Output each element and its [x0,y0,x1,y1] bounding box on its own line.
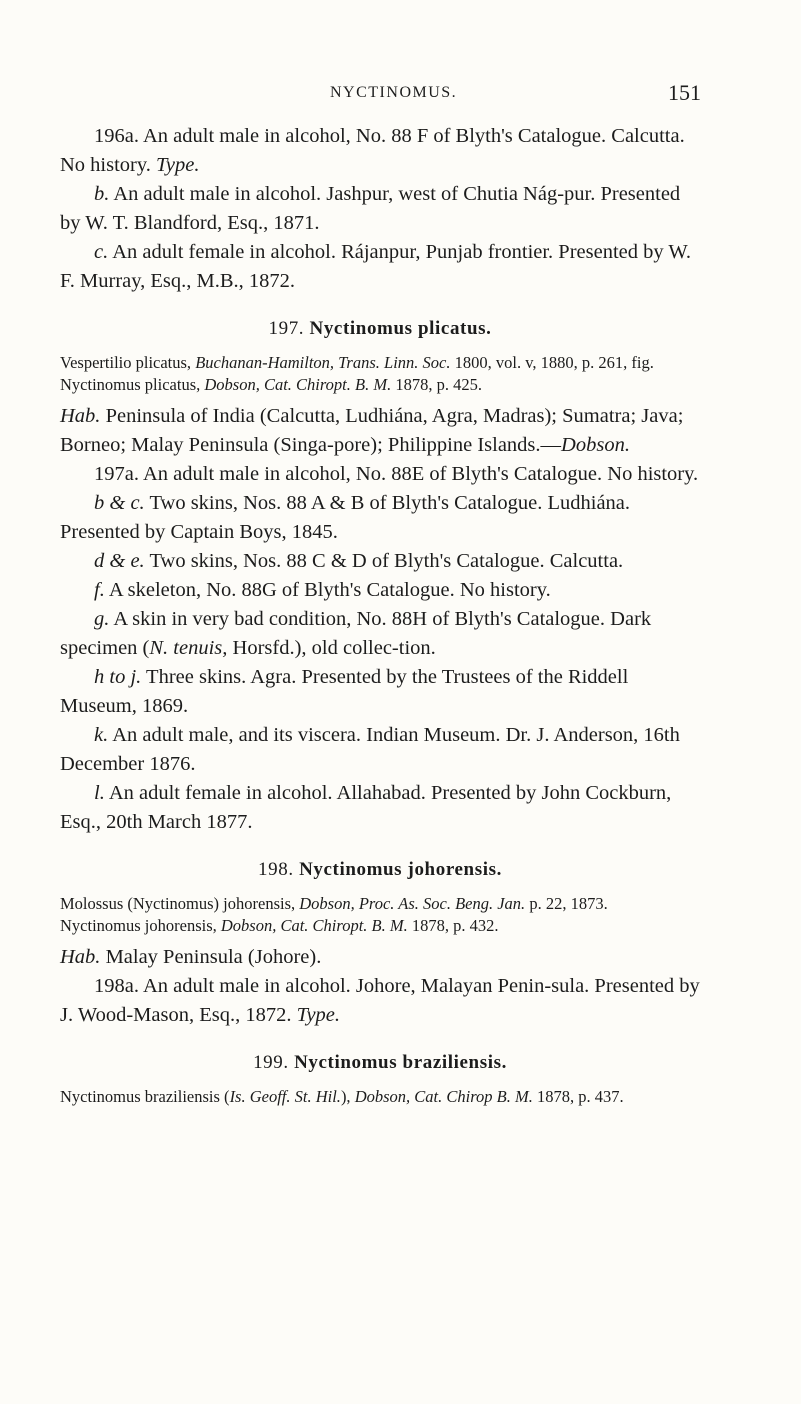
specimen-197bc: b & c. Two skins, Nos. 88 A & B of Blyth's Catalogue. Ludhiána. Presented by Captain Boys, 1845. [60,492,631,543]
species-heading-198: 198. Nyctinomus johorensis. [258,859,502,880]
specimen-196c: c. An adult female in alcohol. Rájanpur, Punjab frontier. Presented by W. F. Murray, Esq., M.B., 1872. [60,241,691,292]
specimen-197g: g. A skin in very bad condition, No. 88H of Blyth's Catalogue. Dark specimen (N. tenuis, Horsfd.), old collec-tion. [60,608,652,659]
specimen-196b: b. An adult male in alcohol. Jashpur, west of Chutia Nág-pur. Presented by W. T. Blandford, Esq., 1871. [60,183,681,234]
species-heading-199: 199. Nyctinomus braziliensis. [253,1052,507,1073]
synonym-198-1: Molossus (Nyctinomus) johorensis, Dobson, Proc. As. Soc. Beng. Jan. p. 22, 1873. [60,894,608,913]
page-body [60,122,700,1108]
species-heading-197: 197. Nyctinomus plicatus. [268,318,492,339]
specimen-197hj: h to j. Three skins. Agra. Presented by the Trustees of the Riddell Museum, 1869. [60,666,629,717]
specimen-197f: f. A skeleton, No. 88G of Blyth's Catalogue. No history. [94,579,551,601]
specimen-196a: 196a. An adult male in alcohol, No. 88 F of Blyth's Catalogue. Calcutta. No history. Type. [60,125,685,176]
page-header [0,80,801,110]
synonym-199-1: Nyctinomus braziliensis (Is. Geoff. St. Hil.), Dobson, Cat. Chirop B. M. 1878, p. 437. [60,1087,624,1106]
habitat-197: Hab. Peninsula of India (Calcutta, Ludhiána, Agra, Madras); Sumatra; Java; Borneo; Malay Peninsula (Singa-pore); Philippine Islands.—Dobson. [60,405,684,456]
specimen-197a: 197a. An adult male in alcohol, No. 88E of Blyth's Catalogue. No history. [94,463,699,485]
synonym-197-1: Vespertilio plicatus, Buchanan-Hamilton, Trans. Linn. Soc. 1800, vol. v, 1880, p. 261, fig. [60,353,654,372]
page-number: 151 [668,80,701,105]
synonym-197-2: Nyctinomus plicatus, Dobson, Cat. Chiropt. B. M. 1878, p. 425. [60,375,482,394]
specimen-197k: k. An adult male, and its viscera. Indian Museum. Dr. J. Anderson, 16th December 1876. [60,724,680,775]
synonym-198-2: Nyctinomus johorensis, Dobson, Cat. Chiropt. B. M. 1878, p. 432. [60,916,499,935]
specimen-197l: l. An adult female in alcohol. Allahabad. Presented by John Cockburn, Esq., 20th March 1877. [60,782,672,833]
specimen-198a: 198a. An adult male in alcohol. Johore, Malayan Penin-sula. Presented by J. Wood-Mason, Esq., 1872. Type. [60,975,700,1026]
specimen-197de: d & e. Two skins, Nos. 88 C & D of Blyth's Catalogue. Calcutta. [94,550,624,572]
habitat-198: Hab. Malay Peninsula (Johore). [60,946,322,968]
running-head: NYCTINOMUS. [330,84,458,101]
